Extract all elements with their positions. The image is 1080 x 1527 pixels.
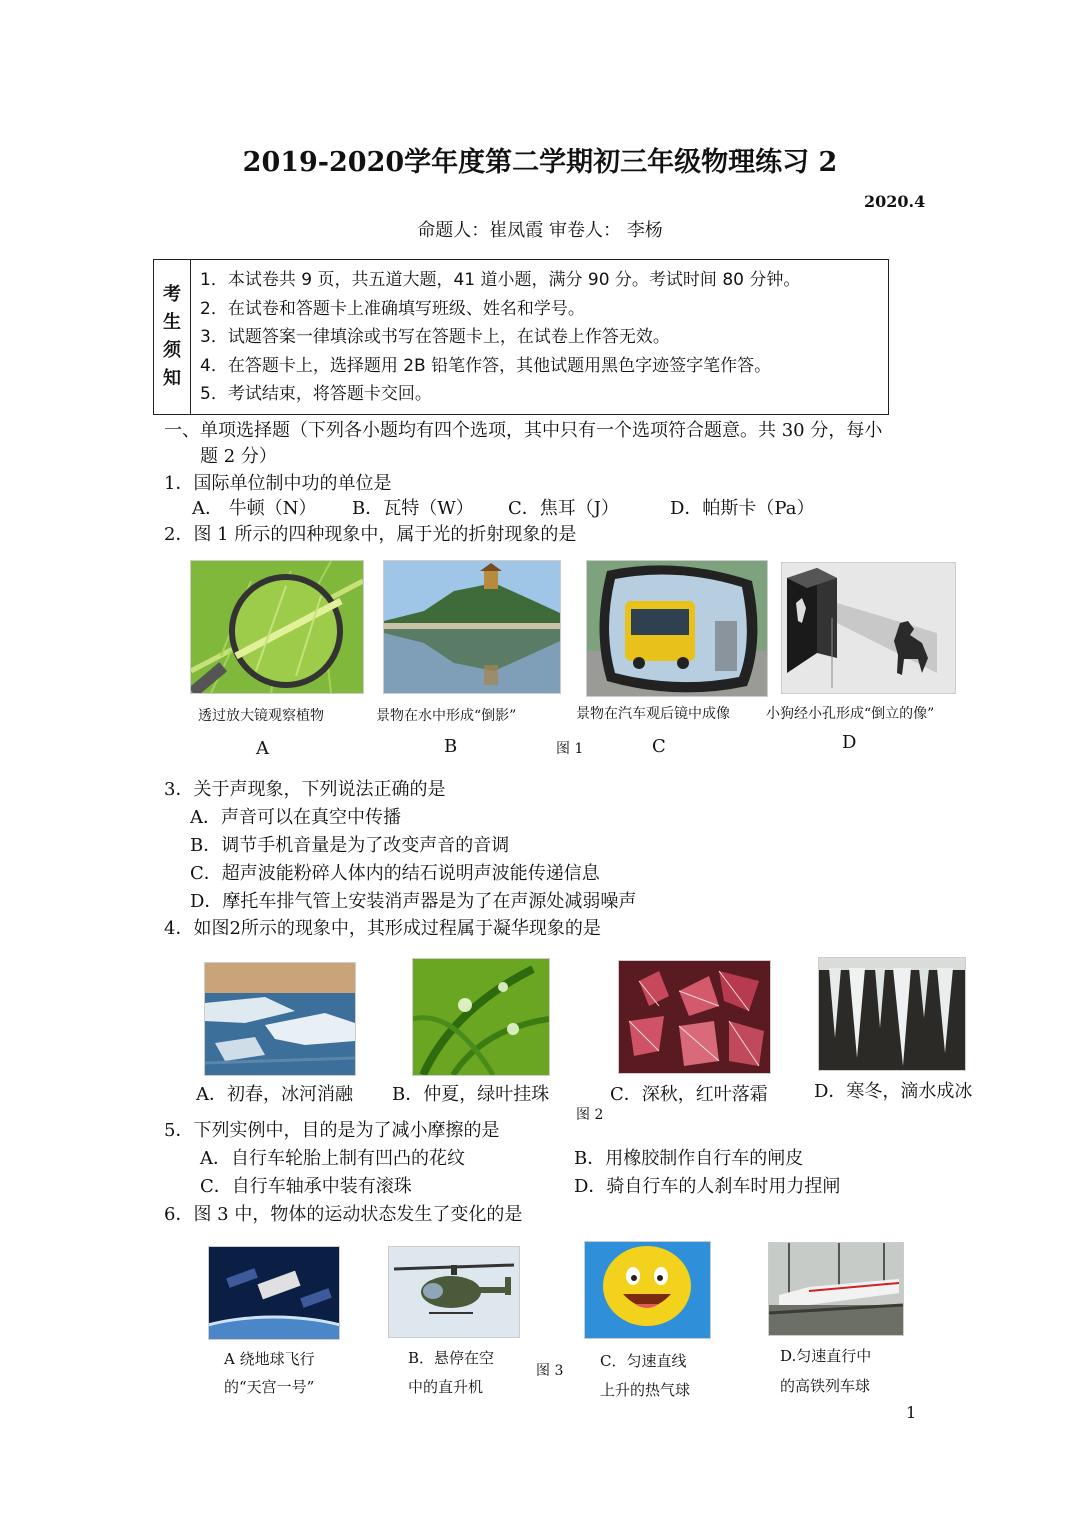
- q1-option-d: D．帕斯卡（Pa）: [670, 498, 815, 519]
- q2-label-b: B: [444, 736, 458, 757]
- q6-caption-d-line2: 的高铁列车球: [780, 1377, 871, 1395]
- q4-caption-d: D．寒冬，滴水成冰: [814, 1081, 973, 1102]
- q2-caption-a: 透过放大镜观察植物: [198, 708, 324, 724]
- q1-option-a: A． 牛顿（N）: [192, 498, 317, 519]
- notice-items: [200, 266, 800, 409]
- q4-image-ice: [204, 962, 356, 1076]
- page-title: 2019-2020学年度第二学期初三年级物理练习 2: [242, 147, 838, 178]
- q6-caption-a-line2: 的“天宫一号”: [224, 1378, 315, 1396]
- icicles-illustration: [819, 958, 965, 1070]
- pinhole-dog-illustration: [782, 563, 955, 693]
- q6-image-balloon: [584, 1241, 711, 1339]
- q3-option-c: C．超声波能粉碎人体内的结石说明声波能传递信息: [190, 863, 600, 884]
- section-heading: 一、单项选择题（下列各小题均有四个选项，其中只有一个选项符合题意。共 30 分，每小: [164, 420, 883, 441]
- q2-image-mirror: [586, 560, 768, 697]
- melting-ice-illustration: [205, 963, 355, 1075]
- notice-item: 4．在答题卡上，选择题用 2B 铅笔作答，其他试题用黑色字迹签字笔作答。: [200, 355, 772, 376]
- car-mirror-illustration: [587, 561, 767, 696]
- exam-date: 2020.4: [864, 192, 926, 211]
- notice-box: [153, 259, 889, 415]
- q5-option-a: A．自行车轮胎上制有凹凸的花纹: [200, 1148, 465, 1169]
- dew-on-grass-illustration: [413, 959, 549, 1075]
- q6-image-train: [768, 1242, 904, 1336]
- q3-stem: 3．关于声现象，下列说法正确的是: [164, 779, 446, 800]
- q4-caption-b: B．仲夏，绿叶挂珠: [392, 1084, 550, 1105]
- q2-label-a: A: [256, 738, 269, 759]
- q4-image-icicles: [818, 957, 966, 1071]
- q6-caption-d-line1: D.匀速直行中: [780, 1347, 872, 1365]
- q2-label-c: C: [652, 736, 666, 757]
- helicopter-illustration: [389, 1247, 519, 1337]
- authors-line: 命题人：崔凤霞 审卷人： 李杨: [417, 220, 663, 241]
- q4-image-dew: [412, 958, 550, 1076]
- lake-reflection-illustration: [384, 561, 560, 693]
- notice-heading-char: 考: [163, 284, 181, 305]
- q6-caption-c-line1: C．匀速直线: [600, 1352, 687, 1370]
- q2-image-magnifier: [190, 560, 364, 694]
- notice-heading-char: 须: [163, 340, 181, 361]
- q6-caption-a-line1: A 绕地球飞行: [224, 1350, 315, 1368]
- q2-figure-label: 图 1: [556, 741, 584, 757]
- high-speed-train-illustration: [769, 1243, 903, 1335]
- q4-stem: 4．如图2所示的现象中，其形成过程属于凝华现象的是: [164, 918, 601, 939]
- q3-option-d: D．摩托车排气管上安装消声器是为了在声源处减弱噪声: [190, 891, 637, 912]
- q2-caption-d: 小狗经小孔形成“倒立的像”: [766, 706, 935, 722]
- section-heading-cont: 题 2 分）: [200, 446, 277, 467]
- q4-image-frost: [618, 960, 771, 1074]
- q6-stem: 6．图 3 中，物体的运动状态发生了变化的是: [164, 1204, 523, 1225]
- q5-option-b: B．用橡胶制作自行车的闸皮: [574, 1148, 804, 1169]
- q6-figure-label: 图 3: [536, 1363, 564, 1379]
- q6-image-helicopter: [388, 1246, 520, 1338]
- notice-heading: [154, 260, 191, 414]
- q4-caption-a: A．初春，冰河消融: [196, 1084, 353, 1105]
- notice-item: 5．考试结束，将答题卡交回。: [200, 384, 432, 404]
- q3-option-b: B．调节手机音量是为了改变声音的音调: [190, 835, 510, 856]
- hot-air-balloon-illustration: [585, 1242, 710, 1338]
- q6-image-tiangong: [208, 1246, 340, 1340]
- space-station-illustration: [209, 1247, 339, 1339]
- frosted-red-leaves-illustration: [619, 961, 770, 1073]
- q6-caption-b-line2: 中的直升机: [408, 1378, 484, 1396]
- q1-option-c: C．焦耳（J）: [508, 498, 619, 519]
- notice-item: 2．在试卷和答题卡上准确填写班级、姓名和学号。: [200, 298, 585, 319]
- q1-stem: 1．国际单位制中功的单位是: [164, 473, 392, 494]
- q4-caption-c: C．深秋，红叶落霜: [610, 1084, 768, 1105]
- notice-item: 3．试题答案一律填涂或书写在答题卡上，在试卷上作答无效。: [200, 327, 670, 347]
- notice-heading-char: 知: [163, 368, 181, 389]
- notice-item: 1．本试卷共 9 页，共五道大题，41 道小题，满分 90 分。考试时间 80 分钟。: [200, 270, 801, 290]
- q2-stem: 2．图 1 所示的四种现象中，属于光的折射现象的是: [164, 524, 577, 545]
- page-number: 1: [906, 1403, 917, 1422]
- q2-image-pinhole: [781, 562, 956, 694]
- q4-figure-label: 图 2: [576, 1107, 604, 1123]
- magnifier-leaf-illustration: [191, 561, 363, 693]
- q3-option-a: A．声音可以在真空中传播: [190, 807, 401, 828]
- q5-option-d: D．骑自行车的人刹车时用力捏闸: [574, 1176, 841, 1197]
- q5-option-c: C．自行车轴承中装有滚珠: [200, 1176, 412, 1197]
- q2-caption-c: 景物在汽车观后镜中成像: [576, 706, 730, 722]
- q5-stem: 5．下列实例中，目的是为了减小摩擦的是: [164, 1120, 500, 1141]
- q2-caption-b: 景物在水中形成“倒影”: [376, 708, 517, 724]
- q1-option-b: B．瓦特（W）: [352, 498, 474, 519]
- q2-image-reflection: [383, 560, 561, 694]
- q2-label-d: D: [842, 732, 857, 753]
- q6-caption-c-line2: 上升的热气球: [600, 1381, 691, 1399]
- q6-caption-b-line1: B．悬停在空: [408, 1349, 495, 1367]
- notice-heading-char: 生: [163, 312, 181, 333]
